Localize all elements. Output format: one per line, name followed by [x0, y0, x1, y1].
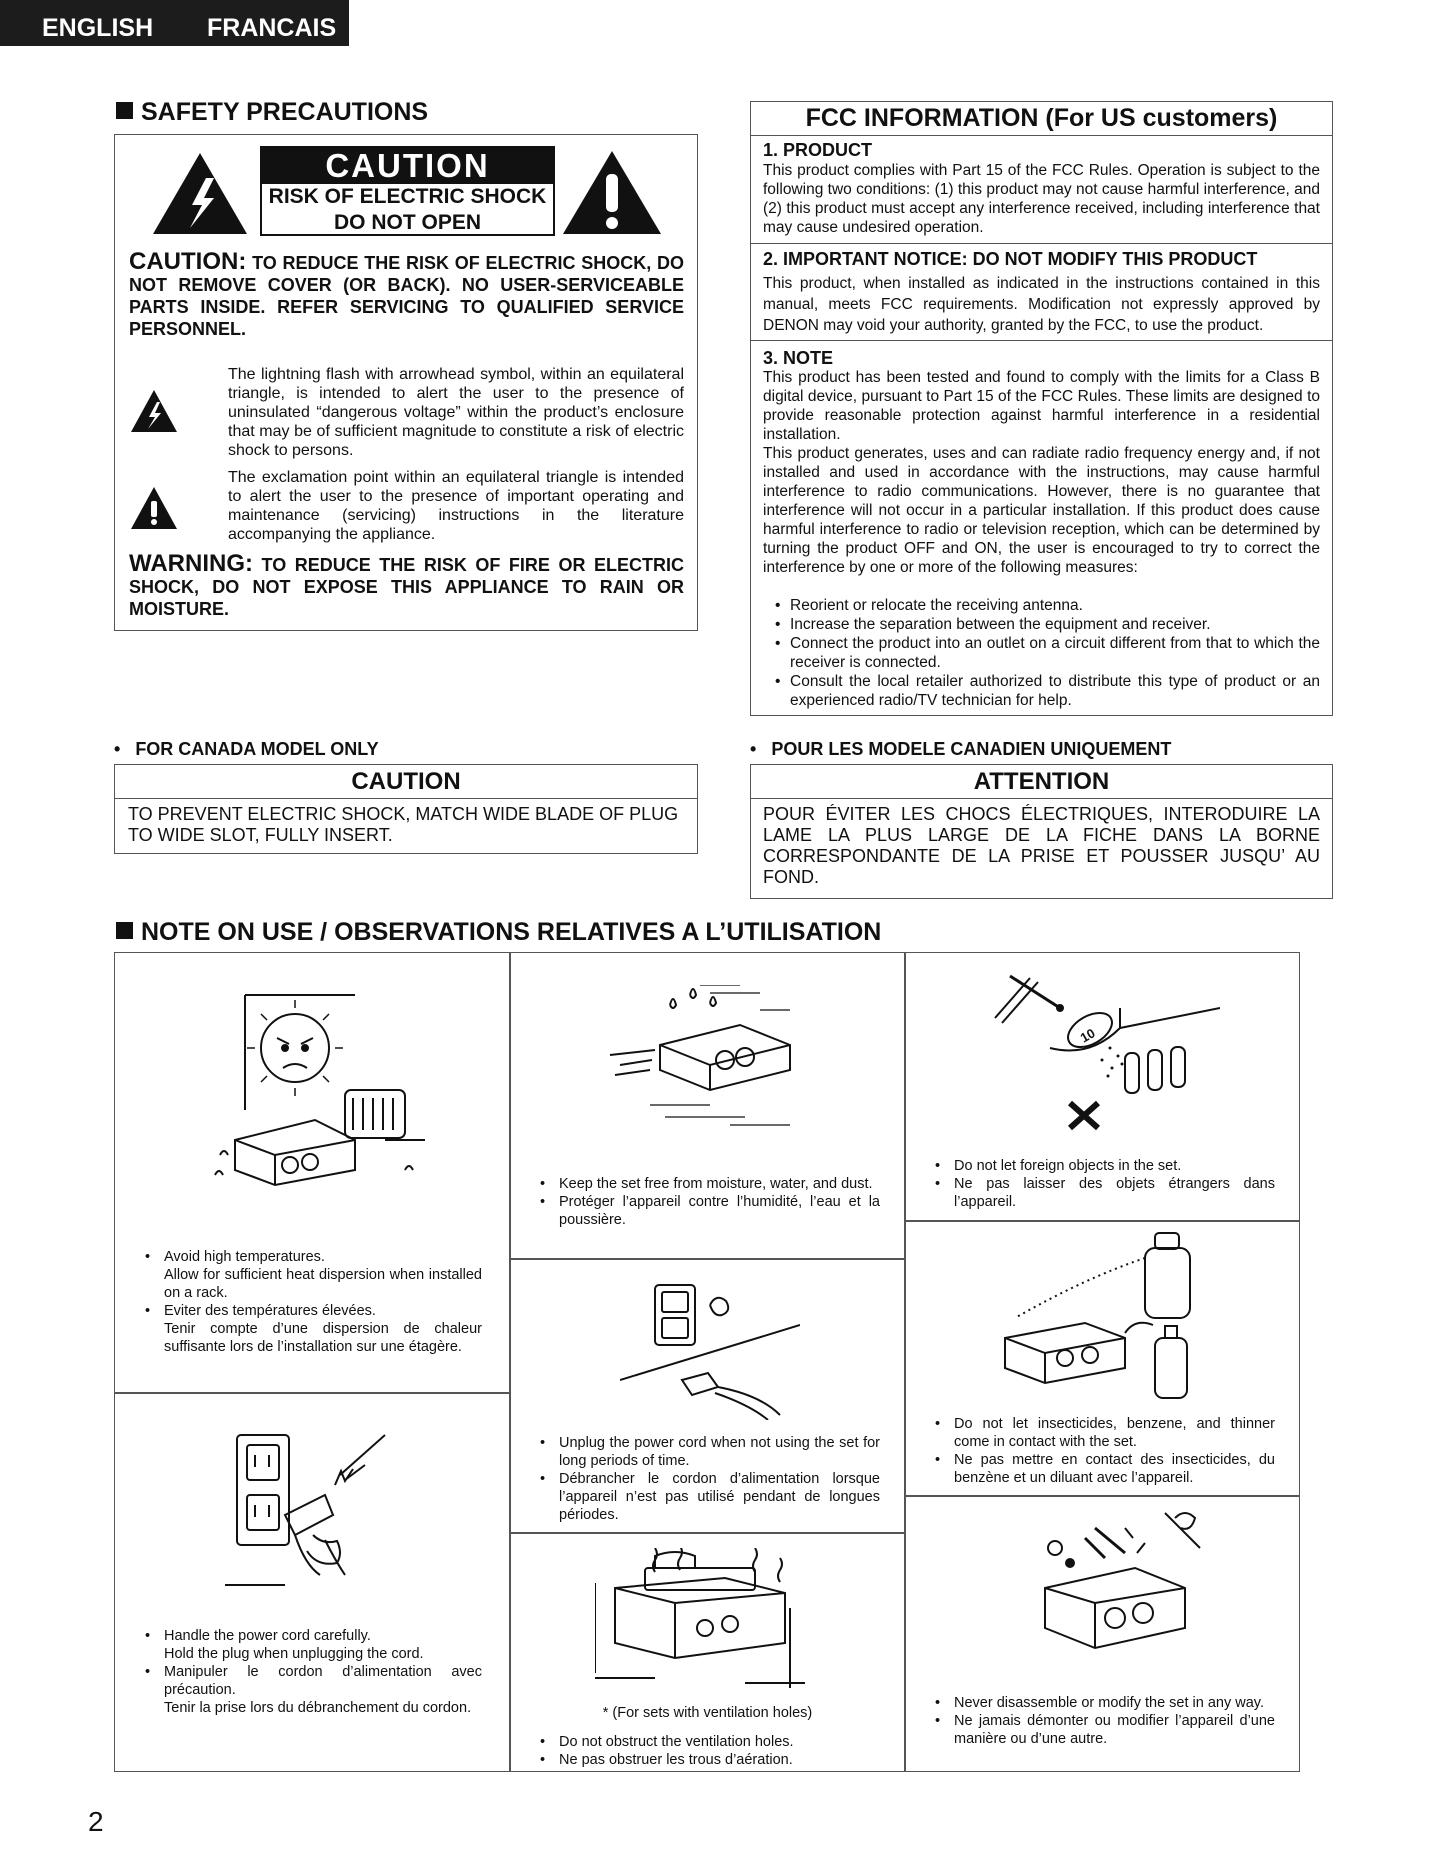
- caution-prefix: CAUTION:: [129, 248, 247, 275]
- note-on-use-title: NOTE ON USE / OBSERVATIONS RELATIVES A L’UTILISATION: [116, 918, 881, 947]
- warning-text: TO REDUCE THE RISK OF FIRE OR ELECTRIC SHOCK, DO NOT EXPOSE THIS APPLIANCE TO RAIN OR MOISTURE.: [129, 555, 684, 619]
- exclamation-warning-icon: [560, 148, 664, 236]
- language-tab-bar: [0, 0, 349, 46]
- divider: [750, 340, 1333, 341]
- exclamation-explanation: The exclamation point within an equilateral triangle is intended to alert the user to the presence of important operating and maintenance (servicing) instructions in the literature accompanying the appliance.: [228, 469, 684, 543]
- note-foreign-objects: • Do not let foreign objects in the set. • Ne pas laisser des objets étrangers dans l’appareil.: [935, 1158, 1275, 1210]
- canada-caution-title: CAUTION: [351, 768, 461, 795]
- divider: [509, 952, 511, 1772]
- fcc-bullet: • Connect the product into an outlet on a circuit different from that to which the receiver is connected.: [775, 635, 1320, 671]
- power-cord-illustration: [225, 1425, 425, 1590]
- canada-caution-text: TO PREVENT ELECTRIC SHOCK, MATCH WIDE BLADE OF PLUG TO WIDE SLOT, FULLY INSERT.: [128, 804, 679, 845]
- safety-precautions-title: SAFETY PRECAUTIONS: [116, 98, 428, 127]
- fcc-section-3-text-2: This product generates, uses and can radiate radio frequency energy and, if not installed and used in accordance with the instructions, may cause harmful interference to radio communications. However, there is no guarantee that interference will not occur in a particular installation. If this product does cause harmful interference to radio or television reception, which can be determined by turning the product OFF and ON, the user is encouraged to try to correct the interference by one or more of the following measures:: [763, 445, 1320, 576]
- note-disassemble: • Never disassemble or modify the set in any way. • Ne jamais démonter ou modifier l’appareil d’une manière ou d’une autre.: [935, 1695, 1275, 1747]
- square-bullet-icon: [116, 102, 133, 119]
- note-insecticides: • Do not let insecticides, benzene, and thinner come in contact with the set. • Ne pas mettre en contact des insecticides, du benzène et un diluant avec l’appareil.: [935, 1416, 1275, 1486]
- divider: [904, 952, 906, 1772]
- sun-heat-illustration: [205, 990, 425, 1200]
- fcc-title: FCC INFORMATION (For US customers): [805, 104, 1278, 132]
- tab-english[interactable]: ENGLISH: [42, 14, 154, 42]
- canada-attention-title: ATTENTION: [973, 768, 1110, 795]
- divider: [904, 1495, 1300, 1497]
- tab-francais[interactable]: FRANCAIS: [207, 14, 337, 42]
- note-power-cord: • Handle the power cord carefully. Hold the plug when unplugging the cord. • Manipuler le cordon d’alimentation avec précaution. Tenir la prise lors du débranchement du cordon.: [145, 1628, 482, 1716]
- risk-of-shock-text: RISK OF ELECTRIC SHOCK: [268, 185, 547, 208]
- caution-text: TO REDUCE THE RISK OF ELECTRIC SHOCK, DO NOT REMOVE COVER (OR BACK). NO USER-SERVICEABLE PARTS INSIDE. REFER SERVICING TO QUALIFIED SERVICE PERSONNEL.: [129, 253, 684, 339]
- note-ventilation-hint: * (For sets with ventilation holes): [602, 1705, 813, 1721]
- small-lightning-icon: [129, 388, 179, 434]
- unplug-illustration: [620, 1275, 800, 1420]
- coin-label: 10: [1077, 1025, 1098, 1046]
- fcc-section-1-heading: 1. PRODUCT: [763, 140, 873, 160]
- canada-heading-en: • FOR CANADA MODEL ONLY: [114, 739, 379, 759]
- divider: [750, 243, 1333, 244]
- caution-label: CAUTION: [262, 148, 553, 184]
- canada-heading-fr: • POUR LES MODELE CANADIEN UNIQUEMENT: [750, 739, 1172, 759]
- fcc-section-3-heading: 3. NOTE: [763, 348, 834, 368]
- warning-instruction: [129, 550, 684, 620]
- do-not-open-text: DO NOT OPEN: [333, 211, 481, 234]
- small-exclamation-icon: [129, 485, 179, 531]
- lightning-explanation: The lightning flash with arrowhead symbol, within an equilateral triangle, is intended to alert the user to the presence of uninsulated “dangerous voltage” within the product’s enclosure that may be of sufficient magnitude to constitute a risk of electric shock to persons.: [228, 366, 684, 459]
- fcc-bullet: • Reorient or relocate the receiving antenna.: [775, 597, 1083, 614]
- divider: [750, 798, 1333, 799]
- canada-attention-text: POUR ÉVITER LES CHOCS ÉLECTRIQUES, INTERODUIRE LA LAME LA PLUS LARGE DE LA FICHE DANS LA BORNE CORRESPONDANTE DE LA PRISE ET POUSSER JUSQU’ AU FOND.: [763, 804, 1320, 887]
- fcc-bullet: • Increase the separation between the equipment and receiver.: [775, 616, 1211, 633]
- fcc-bullet: • Consult the local retailer authorized to distribute this type of product or an experienced radio/TV technician for help.: [775, 673, 1320, 709]
- warning-prefix: WARNING:: [129, 550, 253, 577]
- note-unplug: • Unplug the power cord when not using the set for long periods of time. • Débrancher le cordon d’alimentation lorsque l’appareil n’est pas utilisé pendant de longues périodes.: [540, 1435, 880, 1523]
- square-bullet-icon: [116, 922, 133, 939]
- caution-instruction: [129, 248, 684, 340]
- note-moisture: • Keep the set free from moisture, water, and dust. • Protéger l’appareil contre l’humidité, l’eau et la poussière.: [540, 1176, 880, 1228]
- caution-header-label: [260, 146, 555, 236]
- insecticide-illustration: [995, 1228, 1210, 1408]
- divider: [114, 1392, 509, 1394]
- disassembly-illustration: [1025, 1508, 1215, 1668]
- divider: [509, 1258, 904, 1260]
- moisture-dust-illustration: [590, 985, 800, 1145]
- divider: [904, 1220, 1300, 1222]
- fcc-section-3-text-1: This product has been tested and found to comply with the limits for a Class B digital device, pursuant to Part 15 of the FCC Rules. These limits are designed to provide reasonable protection against harmful interference in a residential installation.: [763, 369, 1320, 443]
- divider: [114, 798, 698, 799]
- note-ventilation: • Do not obstruct the ventilation holes. • Ne pas obstruer les trous d’aération.: [540, 1734, 794, 1768]
- fcc-section-2-text: This product, when installed as indicated in the instructions contained in this manual, meets FCC requirements. Modification not expressly approved by DENON may void your authority, granted by the FCC, to use the product.: [763, 275, 1320, 334]
- ventilation-illustration: [595, 1548, 805, 1698]
- lightning-warning-icon: [150, 150, 250, 236]
- divider: [509, 1532, 904, 1534]
- page-number: 2: [88, 1806, 104, 1837]
- foreign-objects-illustration: [990, 968, 1220, 1138]
- fcc-section-2-heading: 2. IMPORTANT NOTICE: DO NOT MODIFY THIS PRODUCT: [763, 249, 1258, 269]
- note-high-temperature: • Avoid high temperatures. Allow for sufficient heat dispersion when installed on a rack. • Eviter des températures élevées. Tenir compte d’une dispersion de chaleur suffisante lors de l’installation sur une étagère.: [145, 1249, 482, 1355]
- fcc-section-1-text: This product complies with Part 15 of the FCC Rules. Operation is subject to the following two conditions: (1) this product may not cause harmful interference, and (2) this product must accept any interference received, including interference that may cause undesired operation.: [763, 162, 1320, 236]
- divider: [750, 135, 1333, 136]
